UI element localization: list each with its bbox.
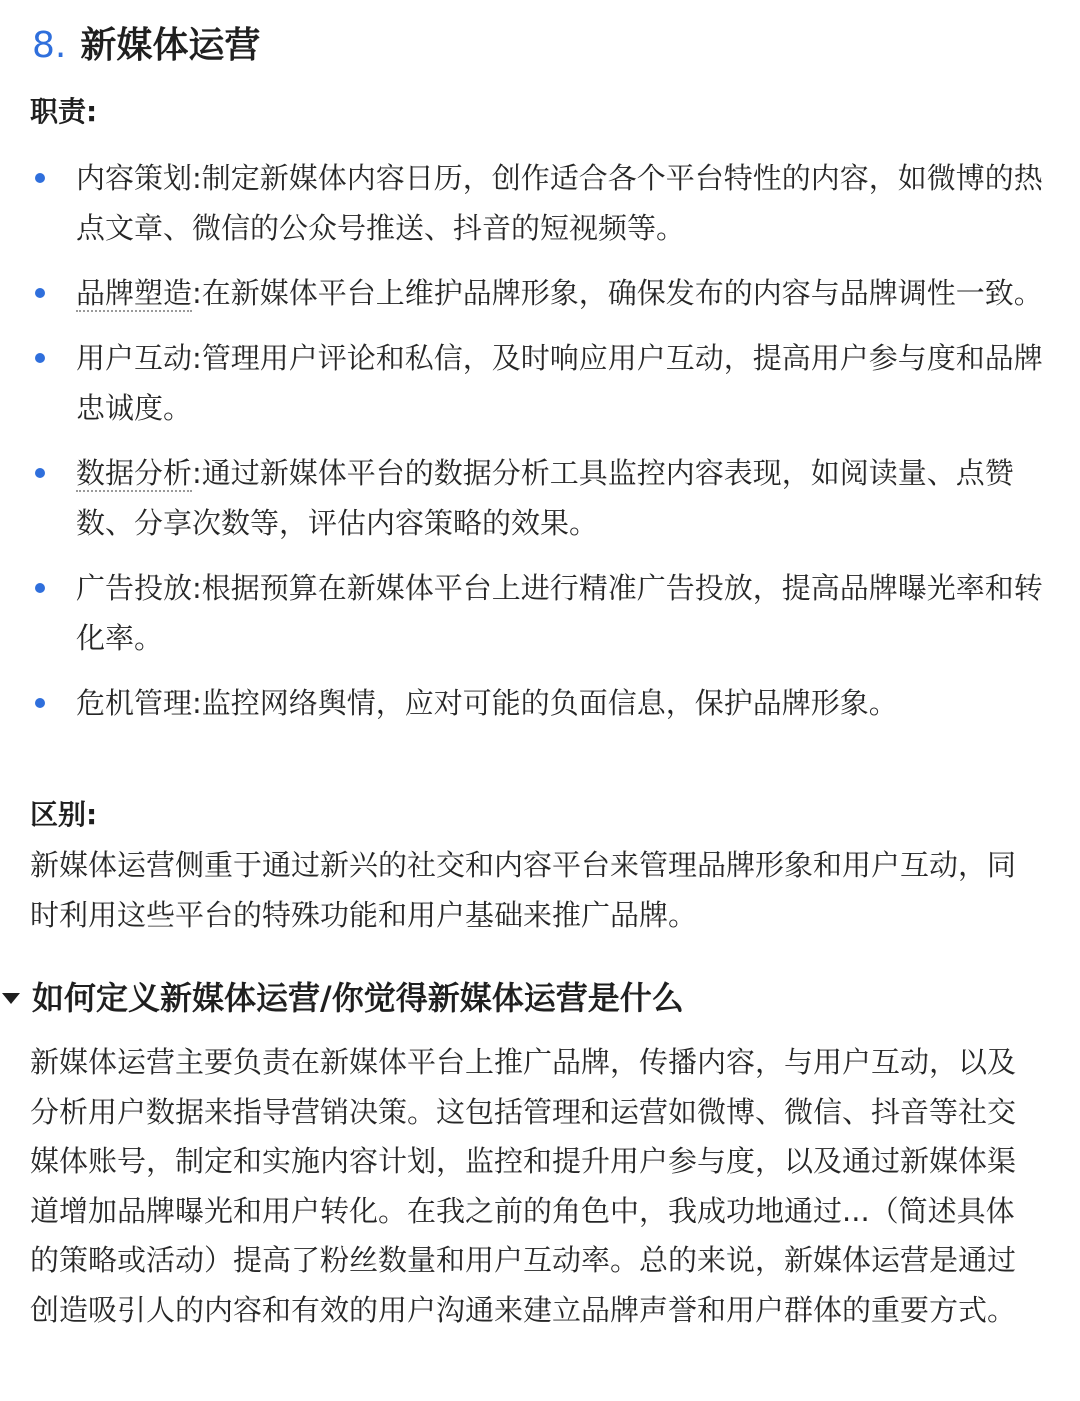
bullet-icon	[35, 468, 45, 478]
bullet-icon	[35, 288, 45, 298]
section-title	[32, 22, 260, 70]
bullet-icon	[35, 698, 45, 708]
duty-separator: :	[192, 276, 202, 310]
duty-item-crisis-management	[0, 678, 1056, 728]
caret-down-icon[interactable]	[2, 993, 20, 1004]
duty-term-link[interactable]: 数据分析	[76, 456, 193, 490]
duty-separator: :	[192, 456, 202, 490]
answer-text: 新媒体运营主要负责在新媒体平台上推广品牌，传播内容，与用户互动，以及分析用户数据来指导营销决策。这包括管理和运营如微博、微信、抖音等社交媒体账号，制定和实施内容计划，监控和提升用户参与度，以及通过新媒体渠道增加品牌曝光和用户转化。在我之前的角色中，我成功地通过...（简述具体的策略或活动）提高了粉丝数量和用户互动率。总的来说，新媒体运营是通过创造吸引人的内容和有效的用户沟通来建立品牌声誉和用户群体的重要方式。	[30, 1045, 1017, 1327]
difference-label: 区别:	[30, 798, 98, 831]
bullet-icon	[35, 353, 45, 363]
duty-separator: :	[192, 161, 202, 195]
section-number: 8.	[32, 25, 67, 66]
duty-separator: :	[192, 571, 202, 605]
bullet-icon	[35, 583, 45, 593]
difference-text: 新媒体运营侧重于通过新兴的社交和内容平台来管理品牌形象和用户互动，同时利用这些平台的特殊功能和用户基础来推广品牌。	[30, 848, 1017, 932]
duty-item-advertising	[0, 563, 1056, 663]
duty-item-user-interaction	[0, 333, 1056, 433]
duty-item-content-planning	[0, 153, 1056, 253]
duty-term: 危机管理	[76, 686, 193, 720]
duty-text: 管理用户评论和私信，及时响应用户互动，提高用户参与度和品牌忠诚度。	[76, 341, 1043, 425]
duty-item-brand-building	[0, 268, 1056, 318]
duty-text: 通过新媒体平台的数据分析工具监控内容表现，如阅读量、点赞数、分享次数等，评估内容策略的效果。	[76, 456, 1014, 540]
duties-list	[0, 153, 1080, 743]
duty-term-link[interactable]: 品牌塑造	[76, 276, 193, 310]
question-heading: 如何定义新媒体运营/你觉得新媒体运营是什么	[32, 979, 684, 1017]
duty-separator: :	[192, 686, 202, 720]
duty-term: 用户互动	[76, 341, 193, 375]
section-title-text: 新媒体运营	[80, 25, 261, 66]
duty-text: 根据预算在新媒体平台上进行精准广告投放，提高品牌曝光率和转化率。	[76, 571, 1043, 655]
duty-item-data-analysis	[0, 448, 1056, 548]
duties-label: 职责:	[30, 95, 98, 128]
question-toggle[interactable]	[0, 976, 1080, 1020]
duty-text: 在新媒体平台上维护品牌形象，确保发布的内容与品牌调性一致。	[201, 276, 1043, 310]
bullet-icon	[35, 173, 45, 183]
duty-separator: :	[192, 341, 202, 375]
duty-text: 制定新媒体内容日历，创作适合各个平台特性的内容，如微博的热点文章、微信的公众号推送、抖音的短视频等。	[76, 161, 1043, 245]
duty-term: 广告投放	[76, 571, 193, 605]
duty-text: 监控网络舆情，应对可能的负面信息，保护品牌形象。	[201, 686, 898, 720]
duty-term: 内容策划	[76, 161, 193, 195]
